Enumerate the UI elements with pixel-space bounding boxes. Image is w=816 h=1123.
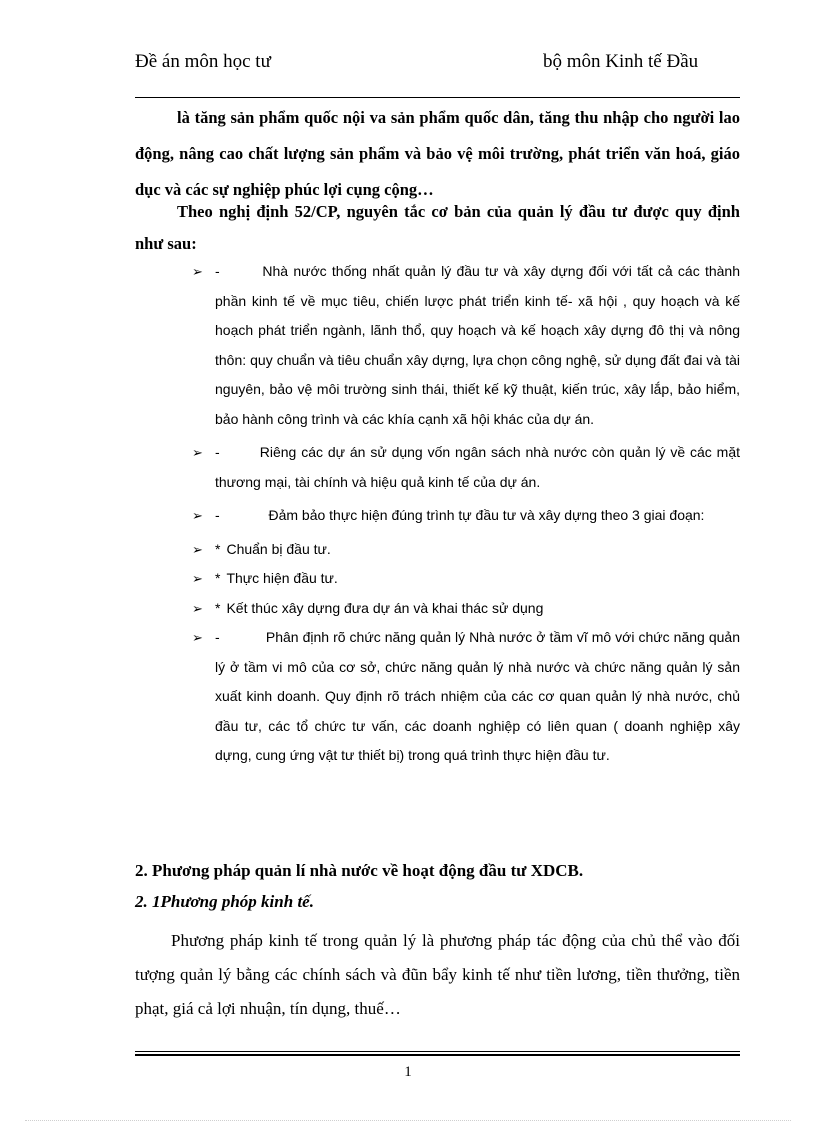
list-marker: * xyxy=(215,540,221,557)
header-right-title: bộ môn Kinh tế Đầu xyxy=(543,51,699,72)
list-item-text: Chuẩn bị đầu tư. xyxy=(226,540,331,557)
page-number: 1 xyxy=(404,1064,412,1080)
list-item-text: Nhà nước thống nhất quản lý đầu tư và xây dựng đối với tất cả các thành phần kinh tế về mục tiêu, chiến lược phát triển kinh tế- xã hội , quy hoạch và kế hoạch phát triển ngành, lãnh thổ, quy hoạch và kế hoạch xây dựng đô thị và nông thôn: quy chuẩn và tiêu chuẩn xây dựng, lựa chọn công nghệ, sử dụng đất đai và tài nguyên, bảo vệ môi trường sinh thái, thiết kế kỹ thuật, kiến trúc, xây lắp, bảo hiểm, bảo hành công trình và các khía cạnh xã hội khác của dự án. xyxy=(215,263,740,427)
section-heading: 2. Phương pháp quản lí nhà nước về hoạt động đầu tư XDCB. xyxy=(135,861,584,880)
arrow-bullet-icon: ➢ xyxy=(192,571,203,586)
list-item xyxy=(192,438,740,497)
arrow-bullet-icon: ➢ xyxy=(192,630,203,645)
footer-divider-thick xyxy=(135,1054,740,1056)
list-marker: * xyxy=(215,570,221,586)
header-divider xyxy=(135,97,740,98)
list-item xyxy=(192,564,740,594)
arrow-bullet-icon: ➢ xyxy=(192,541,203,557)
paragraph-decree: Theo nghị định 52/CP, nguyên tắc cơ bản của quản lý đầu tư được quy định như sau: xyxy=(135,202,740,253)
list-marker: - xyxy=(215,444,220,460)
subsection-heading: 2. 1Phương phóp kinh tế. xyxy=(135,892,314,911)
principles-list xyxy=(192,257,740,771)
list-marker: - xyxy=(215,507,220,523)
arrow-bullet-icon: ➢ xyxy=(192,600,203,616)
list-item-text: Phân định rõ chức năng quản lý Nhà nước ở tầm vĩ mô với chức năng quản lý ở tầm vi mô của cơ sở, chức năng quản lý nhà nước và chức năng quản lý sản xuất kinh doanh. Quy định rõ trách nhiệm của các cơ quan quản lý nhà nước, chủ đầu tư, các tổ chức tư vấn, các doanh nghiệp có liên quan ( doanh nghiệp xây dựng, cung ứng vật tư thiết bị) trong quá trình thực hiện đầu tư. xyxy=(215,629,740,763)
page-bottom-border xyxy=(25,1120,791,1121)
list-item-text: Thực hiện đầu tư. xyxy=(226,570,338,586)
list-marker: * xyxy=(215,599,221,616)
footer-divider-thin xyxy=(135,1051,740,1052)
list-item-text: Riêng các dự án sử dụng vốn ngân sách nhà nước còn quản lý về các mặt thương mại, tài chính và hiệu quả kinh tế của dự án. xyxy=(215,444,740,490)
arrow-bullet-icon: ➢ xyxy=(192,264,203,279)
arrow-bullet-icon: ➢ xyxy=(192,508,203,523)
list-item xyxy=(192,535,740,565)
list-item-text: Kết thúc xây dựng đưa dự án và khai thác sử dụng xyxy=(226,599,544,616)
header-left-title: Đề án môn học tư xyxy=(135,51,271,72)
list-marker: - xyxy=(215,263,220,279)
arrow-bullet-icon: ➢ xyxy=(192,445,203,460)
list-item xyxy=(192,257,740,434)
list-marker: - xyxy=(215,629,220,645)
paragraph-economic-method: Phương pháp kinh tế trong quản lý là phương pháp tác động của chủ thể vào đối tượng quản lý bằng các chính sách và đũn bẩy kinh tế như tiền lương, tiền thưởng, tiền phạt, giá cả lợi nhuận, tín dụng, thuế… xyxy=(135,931,740,1018)
list-item xyxy=(192,594,740,624)
list-item xyxy=(192,623,740,771)
list-item xyxy=(192,501,740,531)
list-item-text: Đảm bảo thực hiện đúng trình tự đầu tư và xây dựng theo 3 giai đoạn: xyxy=(268,507,705,523)
paragraph-intro: là tăng sản phẩm quốc nội va sản phẩm quốc dân, tăng thu nhập cho người lao động, nâng cao chất lượng sản phẩm và bảo vệ môi trường, phát triển văn hoá, giáo dục và các sự nghiệp phúc lợi cụng cộng… xyxy=(135,108,740,199)
